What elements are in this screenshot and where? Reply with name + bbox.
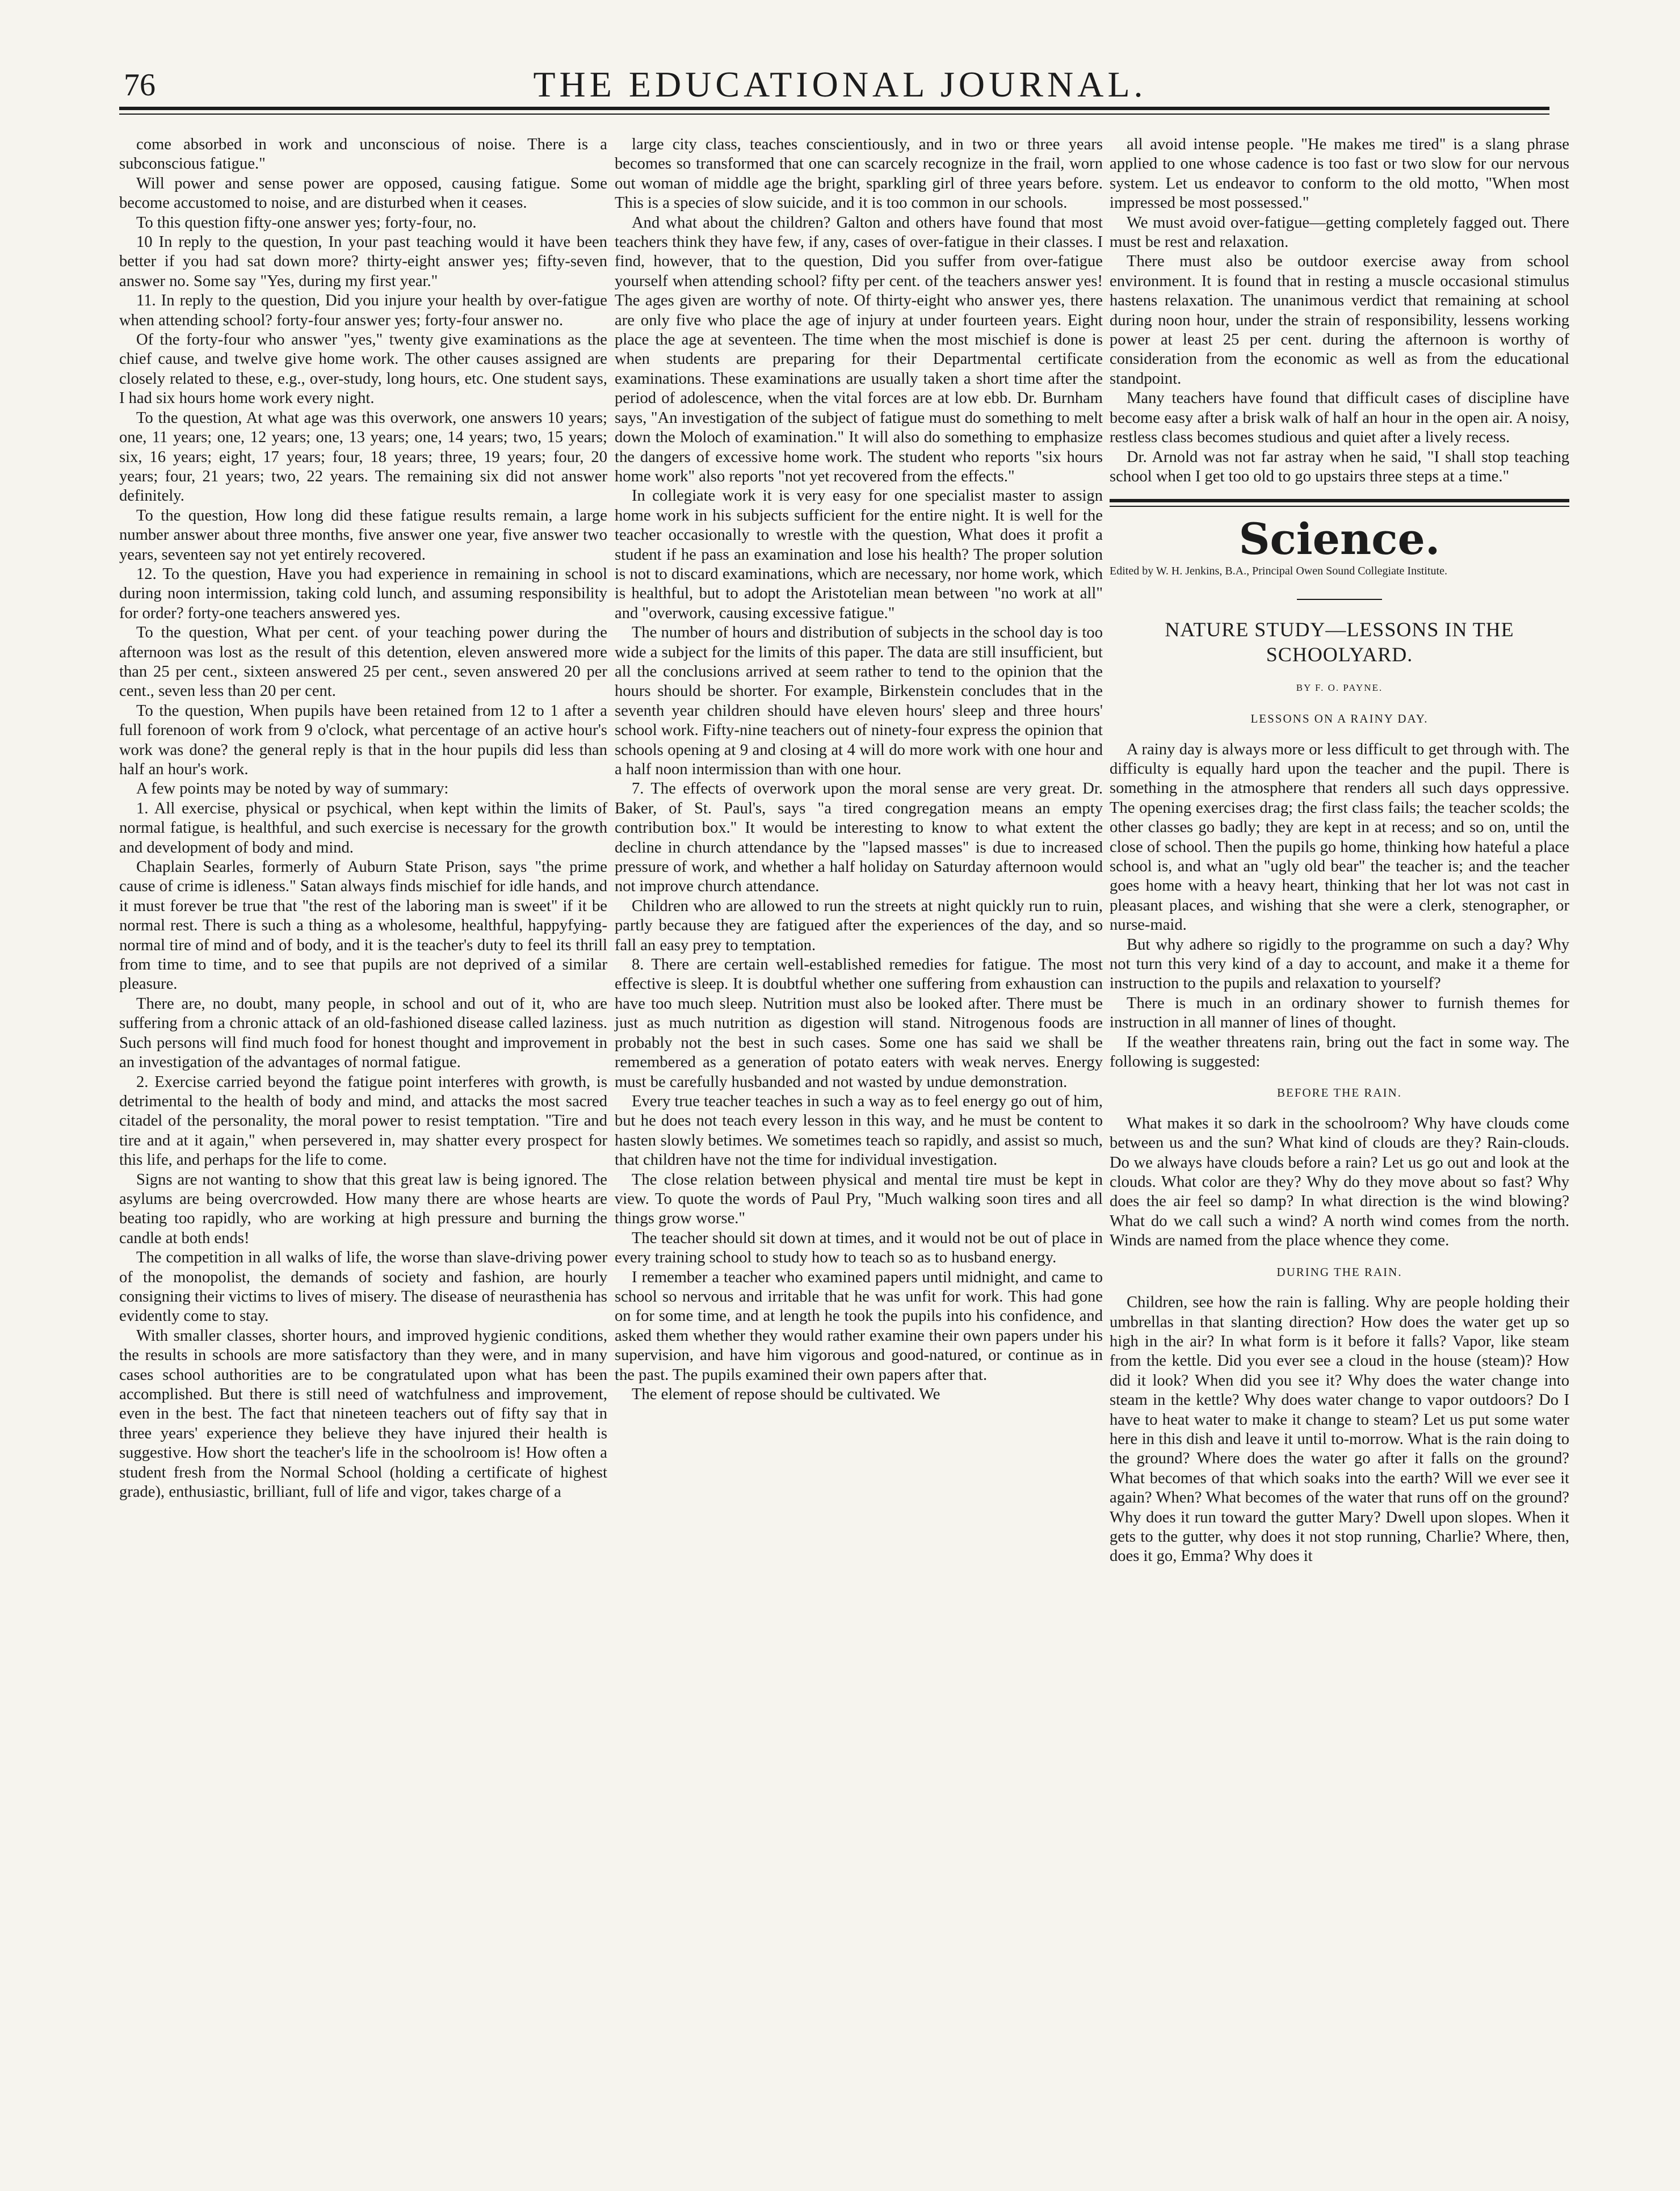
paragraph: 2. Exercise carried beyond the fatigue point interferes with growth, is detrimental to the health of body and mind, and attacks the most sacred citadel of the personality, the moral power to resist temptation. "Tire and tire and at it again," when persevered in, may shatter every prospect for this life, and perhaps for the life to come. xyxy=(119,1073,607,1169)
paragraph: A rainy day is always more or less difficult to get through with. The difficulty is equally hard upon the teacher and the pupil. There is something in the atmosphere that renders all such days oppressive. The opening exercises drag; the first class fails; the teacher scolds; the other classes go badly; they are kept in at recess; and so on, until the close of school. Then the pupils go home, thinking how hateful a place school is, and what an "ugly old bear" the teacher is; and the teacher goes home with a heavy heart, thinking that her lot was not cast in pleasant places, and wishing that she were a clerk, stenographer, or nurse-maid. xyxy=(1110,740,1569,934)
paragraph: Signs are not wanting to show that this great law is being ignored. The asylums are being overcrowded. How many there are whose hearts are beating too rapidly, who are working at high pressure and burning the candle at both ends! xyxy=(119,1170,607,1247)
column-3-paragraphs xyxy=(1110,135,1569,486)
paragraph: 8. There are certain well-established remedies for fatigue. The most effective is sleep. It is doubtful whether one suffering from exhaustion can have too much sleep. Nutrition must also be looked after. There must be just as much nutrition as digestion will stand. Nitrogenous foods are probably not the best in such cases. Some one has said we shall be remembered as a generation of potato eaters with weak nerves. Energy must be carefully husbanded and not wasted by undue demonstration. xyxy=(615,956,1103,1091)
paragraph: The close relation between physical and mental tire must be kept in view. To quote the words of Paul Pry, "Much walking soon tires and all things grow worse." xyxy=(615,1170,1103,1228)
paragraph: The element of repose should be cultivated. We xyxy=(632,1386,940,1403)
paragraph: But why adhere so rigidly to the programme on such a day? Why not turn this very kind of a day to account, and make it a theme for instruction to the pupils and relaxation to yourself? xyxy=(1110,935,1569,993)
paragraph: There are, no doubt, many people, in school and out of it, who are suffering from a chronic attack of an old-fashioned disease called laziness. Such persons will find much food for honest thought and improvement in an investigation of the advantages of normal fatigue. xyxy=(119,994,607,1072)
header-rule-thick xyxy=(119,107,1549,110)
paragraph: To the question, What per cent. of your teaching power during the afternoon was lost as the result of this detention, eleven answered more than 25 per cent., sixteen answered 25 per cent., seven answered 20 per cent., seven less than 20 per cent. xyxy=(119,624,607,700)
paragraph: What makes it so dark in the schoolroom? Why have clouds come between us and the sun? What kind of clouds are they? Rain-clouds. Do we always have clouds before a rain? Let us go out and look at the clouds. What color are they? Why do they move about so fast? Why does the air feel so damp? In what direction is the wind blowing? What do we call such a wind? A north wind comes from the north. Winds are named from the place whence they come. xyxy=(1110,1114,1569,1250)
paragraph: And what about the children? Galton and others have found that most teachers think they have few, if any, cases of over-fatigue in their classes. I find, however, that to the question, Did you suffer from over-fatigue yourself when attending school? fifty per cent. of the teachers answer yes! The ages given are worthy of note. Of thirty-eight who answer yes, there are only five who place the age of injury at under fourteen years. Eight place the age at seventeen. The time when the most mischief is done is when students are preparing for their Departmental certificate examinations. These examinations are usually taken a short time after the period of adolescence, when the vital forces are at low ebb. Dr. Burnham says, "An investigation of the subject of fatigue must do something to melt down the Moloch of examination." It will also do something to emphasize the dangers of excessive home work. The student who reports "six hours home work" also reports "not yet recovered from the effects." xyxy=(615,213,1103,485)
paragraph: To the question, At what age was this overwork, one answers 10 years; one, 11 years; one, 12 years; one, 13 years; one, 14 years; two, 15 years; six, 16 years; eight, 17 years; four, 18 years; three, 19 years; four, 20 years; four, 21 years; two, 22 years. The remaining six did not answer definitely. xyxy=(119,409,607,505)
paragraph: large city class, teaches conscientiously, and in two or three years becomes so transformed that one can scarcely recognize in the frail, worn out woman of middle age the bright, sparkling girl of three years before. This is a species of slow suicide, and it is too common in our schools. xyxy=(615,136,1103,212)
paragraph: 12. To the question, Have you had experience in remaining in school during noon intermission, taking cold lunch, and assuming responsibility for order? forty-one teachers answered yes. xyxy=(119,565,607,622)
paragraph: To this question fifty-one answer yes; forty-four, no. xyxy=(136,213,477,232)
paragraph: I remember a teacher who examined papers until midnight, and came to school so nervous and irritable that he was unfit for work. This had gone on for some time, and at length he took the pupils into his confidence, and asked them whether they would rather examine their own papers under his supervision, and have him vigorous and good-natured, or continue as in the past. The pupils examined their own papers after that. xyxy=(615,1268,1103,1384)
paragraph: Many teachers have found that difficult cases of discipline have become easy after a brisk walk of half an hour in the open air. A noisy, restless class becomes studious and quiet after a lively recess. xyxy=(1110,389,1569,447)
paragraph: 11. In reply to the question, Did you injure your health by over-fatigue when attending school? forty-four answer yes; forty-four answer no. xyxy=(119,292,607,329)
paragraph: Children who are allowed to run the streets at night quickly run to ruin, partly because they are fatigued after the experiences of the day, and so fall an easy prey to temptation. xyxy=(615,897,1103,954)
header-rule-thin xyxy=(119,114,1549,115)
paragraph: We must avoid over-fatigue—getting completely fagged out. There must be rest and relaxation. xyxy=(1110,213,1569,251)
paragraph: The competition in all walks of life, the worse than slave-driving power of the monopolist, the demands of society and fashion, are hourly consigning their victims to lives of misery. The disease of neurasthenia has evidently come to stay. xyxy=(119,1249,607,1325)
paragraph: Will power and sense power are opposed, causing fatigue. Some become accustomed to noise, and are disturbed when it ceases. xyxy=(119,174,607,212)
divider xyxy=(1297,599,1382,600)
paragraph: 1. All exercise, physical or psychical, when kept within the limits of normal fatigue, is healthful, and such exercise is necessary for the growth and development of body and mind. xyxy=(119,799,607,857)
section-heading-rainy-day: LESSONS ON A RAINY DAY. xyxy=(1250,712,1429,726)
journal-title: THE EDUCATIONAL JOURNAL. xyxy=(533,64,1147,104)
paragraph: Chaplain Searles, formerly of Auburn State Prison, says "the prime cause of crime is idleness." Satan always finds mischief for idle hands, and it must forever be true that "the rest of the laboring man is sweet" if it be normal rest. There is such a thing as a wholesome, healthful, happyfying-normal tire of mind and of body, and it is the teacher's duty to feel its thrill from time to time, and to see that pupils are not deprived of a similar pleasure. xyxy=(119,858,607,993)
paragraph: 10 In reply to the question, In your past teaching would it have been better if you had sat down more? thirty-eight answer yes; fifty-seven answer no. Some say "Yes, during my first year." xyxy=(119,233,607,290)
section-before-rain-body xyxy=(1110,1114,1569,1251)
section-heading-during-rain: DURING THE RAIN. xyxy=(1276,1265,1402,1279)
science-rule-thin xyxy=(1110,506,1569,507)
paragraph: There is much in an ordinary shower to furnish themes for instruction in all manner of lines of thought. xyxy=(1110,994,1569,1032)
paragraph: With smaller classes, shorter hours, and improved hygienic conditions, the results in schools are more satisfactory than they were, and in many cases school authorities are to be congratulated upon what has been accomplished. But there is still need of watchfulness and improvement, even in the best. The fact that nineteen teachers out of fifty say that in three years' experience they believe they have injured their health is suggestive. How short the teacher's life in the schoolroom is! How often a student fresh from the Normal School (holding a certificate of highest grade), enthusiastic, brilliant, full of life and vigor, takes charge of a xyxy=(119,1327,607,1501)
article-title: NATURE STUDY—LESSONS IN THE SCHOOLYARD. xyxy=(1165,618,1514,666)
paragraph: Of the forty-four who answer "yes," twenty give examinations as the chief cause, and twelve give home work. The other causes assigned are closely related to these, e.g., over-study, long hours, etc. One student says, I had six hours home work every night. xyxy=(119,331,607,408)
section-rainy-day-body xyxy=(1110,740,1569,1072)
paragraph: come absorbed in work and unconscious of noise. There is a subconscious fatigue." xyxy=(119,136,607,173)
paragraph: A few points may be noted by way of summary: xyxy=(136,780,449,798)
page-number: 76 xyxy=(124,68,156,103)
paragraph: Children, see how the rain is falling. Why are people holding their umbrellas in that slanting direction? How does the water get up so high in the air? In what form is it before it falls? Vapor, like steam from the kettle. Did you ever see a cloud in the house (steam)? How did it look? When did you see it? Why does the water change into steam in the kettle? Why does water change to vapor outdoors? Do I have to heat water to make it change to steam? Let us put some water here in this dish and leave it until to-morrow. What is the rain doing to the ground? Where does the water go after it falls on the ground? What becomes of that which soaks into the earth? Will we ever see it again? When? What becomes of the water that runs off on the ground? Why does it run toward the gutter Mary? Dwell upon slopes. When it gets to the gutter, why does it not stop running, Charlie? Where, then, does it go, Emma? Why does it xyxy=(1110,1294,1569,1565)
text-column-3 xyxy=(1110,135,1569,1567)
paragraph: all avoid intense people. "He makes me tired" is a slang phrase applied to one whose cadence is too fast or two slow for our nervous system. Let us endeavor to conform to the old motto, "When most impressed be most possessed." xyxy=(1110,136,1569,212)
paragraph: The number of hours and distribution of subjects in the school day is too wide a subject for the limits of this paper. The data are still insufficient, but all the conclusions arrived at seem rather to tend to the opinion that the hours should be shorter. For example, Birkenstein concludes that in the seventh year children should have eleven hours' sleep and three hours' school work. Fifty-nine teachers out of ninety-four express the opinion that schools opening at 9 and closing at 4 will do more work with one hour and a half noon intermission than with one hour. xyxy=(615,624,1103,778)
text-column-1 xyxy=(119,135,607,1502)
paragraph: Every true teacher teaches in such a way as to feel energy go out of him, but he does not teach every lesson in this way, and he must be content to hasten slowly betimes. We sometimes teach so rapidly, and assist so much, that children have not the time for individual investigation. xyxy=(615,1092,1103,1169)
paragraph: 7. The effects of overwork upon the moral sense are very great. Dr. Baker, of St. Paul's, says "a tired congregation means an empty contribution box." It would be interesting to know to what extent the decline in church attendance by the "lapsed masses" is due to increased pressure of work, and whether a half holiday on Saturday afternoon would not improve church attendance. xyxy=(615,780,1103,896)
paragraph: Dr. Arnold was not far astray when he said, "I shall stop teaching school when I get too old to go upstairs three steps at a time." xyxy=(1110,448,1569,485)
section-heading-before-rain: BEFORE THE RAIN. xyxy=(1276,1086,1402,1100)
byline: BY F. O. PAYNE. xyxy=(1296,682,1383,693)
science-rule xyxy=(1110,499,1569,502)
paragraph: To the question, How long did these fatigue results remain, a large number answer about three months, five answer one year, five answer two years, seventeen say not yet entirely recovered. xyxy=(119,506,607,564)
editor-note: Edited by W. H. Jenkins, B.A., Principal Owen Sound Collegiate Institute. xyxy=(1110,564,1447,577)
paragraph: In collegiate work it is very easy for one specialist master to assign home work in his subjects sufficient for the entire night. It is well for the teacher occasionally to wrestle with the question, What does it profit a student if he pass an examination and lose his health? The proper solution is not to discard examinations, which are necessary, nor home work, which is healthful, but to adopt the Aristotelian mean between "no work at all" and "overwork, causing excessive fatigue." xyxy=(615,487,1103,622)
paragraph: There must also be outdoor exercise away from school environment. It is found that in resting a muscle occasional stimulus hastens relaxation. The unanimous verdict that remaining at school during noon hour, under the strain of responsibility, lessens working power at least 25 per cent. during the afternoon is worthy of consideration from the economic as well as from the educational standpoint. xyxy=(1110,253,1569,388)
paragraph: To the question, When pupils have been retained from 12 to 1 after a full forenoon of work from 9 o'clock, what percentage of an active hour's work was done? the general reply is that in the hour pupils did less than half an hour's work. xyxy=(119,702,607,778)
paragraph: The teacher should sit down at times, and it would not be out of place in every training school to study how to teach so as to husband energy. xyxy=(615,1229,1103,1267)
science-heading: Science. xyxy=(1238,514,1440,565)
section-during-rain-body xyxy=(1110,1293,1569,1567)
paragraph: If the weather threatens rain, bring out the fact in some way. The following is suggested: xyxy=(1110,1033,1569,1071)
text-column-2 xyxy=(615,135,1103,1404)
